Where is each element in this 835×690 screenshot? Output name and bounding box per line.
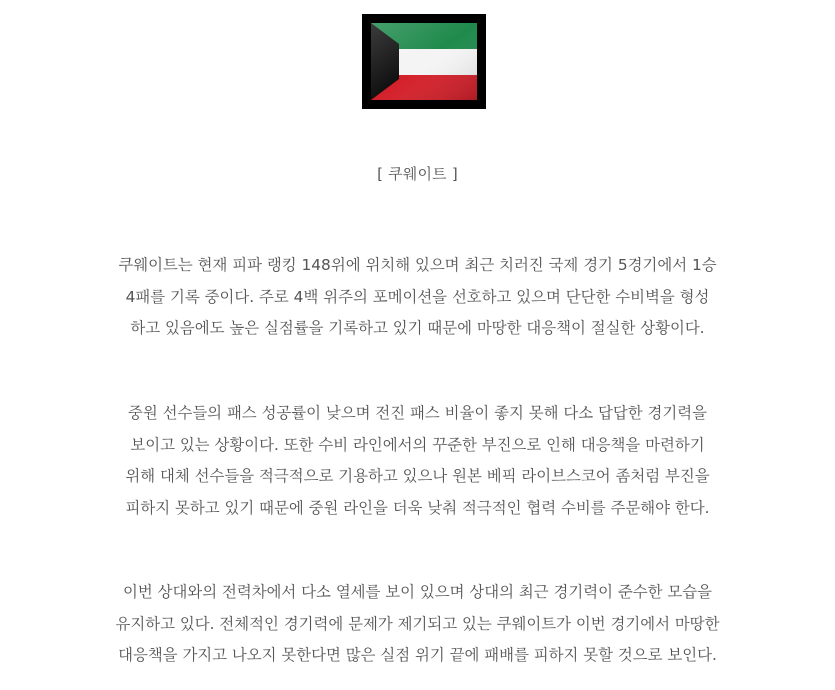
paragraph-line: 위해 대체 선수들을 적극적으로 기용하고 있으나 원본 베픽 라이브스코어 좀처럼 부진을 — [125, 467, 710, 485]
paragraph-3 — [60, 577, 775, 672]
paragraph-line: 하고 있음에도 높은 실점률을 기록하고 있기 때문에 마땅한 대응책이 절실한 상황이다. — [130, 319, 705, 337]
paragraph-line: 보이고 있는 상황이다. 또한 수비 라인에서의 꾸준한 부진으로 인해 대응책을 마련하기 — [130, 435, 705, 454]
flag-caption: [ 쿠웨이트 ] — [377, 165, 458, 183]
paragraph-line: 대응책을 가지고 나오지 못한다면 많은 실점 위기 끝에 패배를 피하지 못할 것으로 보인다. — [118, 646, 717, 664]
paragraph-1 — [60, 250, 775, 345]
kuwait-flag-icon — [362, 14, 486, 109]
paragraph-line: 4패를 기록 중이다. 주로 4백 위주의 포메이션을 선호하고 있으며 단단한 수비벽을 형성 — [125, 287, 710, 306]
paragraph-line: 이번 상대와의 전력차에서 다소 열세를 보이 있으며 상대의 최근 경기력이 준수한 모습을 — [122, 583, 713, 601]
kuwait-flag-image — [362, 14, 486, 109]
paragraph-line: 유지하고 있다. 전체적인 경기력에 문제가 제기되고 있는 쿠웨이트가 이번 경기에서 마땅한 — [115, 614, 720, 633]
paragraph-line: 피하지 못하고 있기 때문에 중원 라인을 더욱 낮춰 적극적인 협력 수비를 주문해야 한다. — [125, 498, 710, 517]
paragraph-line: 쿠웨이트는 현재 피파 랭킹 148위에 위치해 있으며 최근 치러진 국제 경기 5경기에서 1승 — [118, 256, 717, 274]
paragraph-line: 중원 선수들의 패스 성공률이 낮으며 전진 패스 비율이 좋지 못해 다소 답답한 경기력을 — [127, 404, 708, 422]
paragraph-2 — [60, 398, 775, 524]
